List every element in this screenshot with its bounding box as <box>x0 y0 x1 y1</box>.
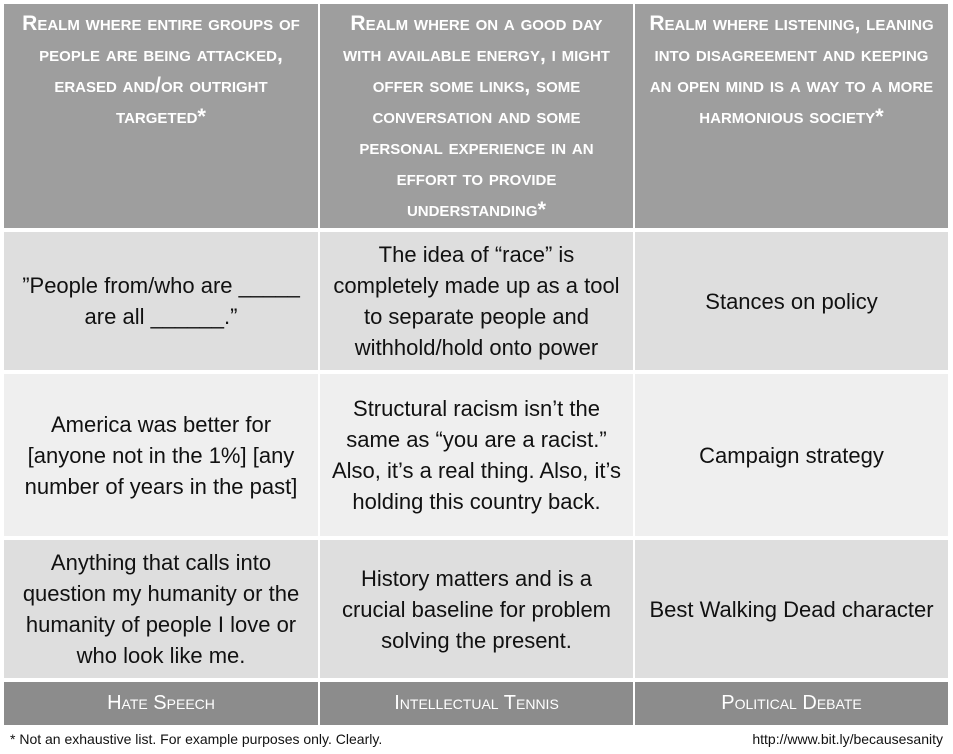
header-lead: R <box>350 12 366 35</box>
footer-cell-hate-speech: Hate Speech <box>4 682 318 725</box>
table-cell: History matters and is a crucial baseline for problem solving the present. <box>320 540 633 678</box>
table-cell: Stances on policy <box>635 232 948 370</box>
header-cell-debate <box>635 4 948 228</box>
table-cell: Best Walking Dead character <box>635 540 948 678</box>
header-text <box>332 8 621 225</box>
table-cell: The idea of “race” is completely made up as a tool to separate people and withhold/hold onto power <box>320 232 633 370</box>
header-rest: ealm where listening, leaning into disagreement and keeping an open mind is a way to a more harmonious society <box>649 12 934 128</box>
asterisk-mark: * <box>537 197 547 222</box>
realm-table <box>4 4 948 721</box>
table-cell: America was better for [anyone not in the 1%] [any number of years in the past] <box>4 374 318 536</box>
header-cell-tennis <box>320 4 633 228</box>
footnote: * Not an exhaustive list. For example purposes only. Clearly. <box>10 731 383 747</box>
asterisk-mark: * <box>197 104 206 129</box>
asterisk-mark: * <box>875 104 884 129</box>
header-lead: R <box>22 12 38 35</box>
footer-cell-intellectual-tennis: Intellectual Tennis <box>320 682 633 725</box>
header-text <box>647 8 936 132</box>
table-cell: ”People from/who are _____ are all ______.” <box>4 232 318 370</box>
source-link[interactable]: http://www.bit.ly/becausesanity <box>752 731 943 747</box>
table-cell: Anything that calls into question my humanity or the humanity of people I love or who look like me. <box>4 540 318 678</box>
table-cell: Structural racism isn’t the same as “you are a racist.” Also, it’s a real thing. Also, it’s holding this country back. <box>320 374 633 536</box>
header-text <box>16 8 306 132</box>
footer-cell-political-debate: Political Debate <box>635 682 948 725</box>
header-rest: ealm where on a good day with available energy, i might offer some links, some conversation and some personal experience in an effort to provide understanding <box>343 12 610 221</box>
header-cell-hate <box>4 4 318 228</box>
header-lead: R <box>649 12 665 35</box>
header-rest: ealm where entire groups of people are being attacked, erased and/or outright targeted <box>37 12 300 128</box>
table-cell: Campaign strategy <box>635 374 948 536</box>
